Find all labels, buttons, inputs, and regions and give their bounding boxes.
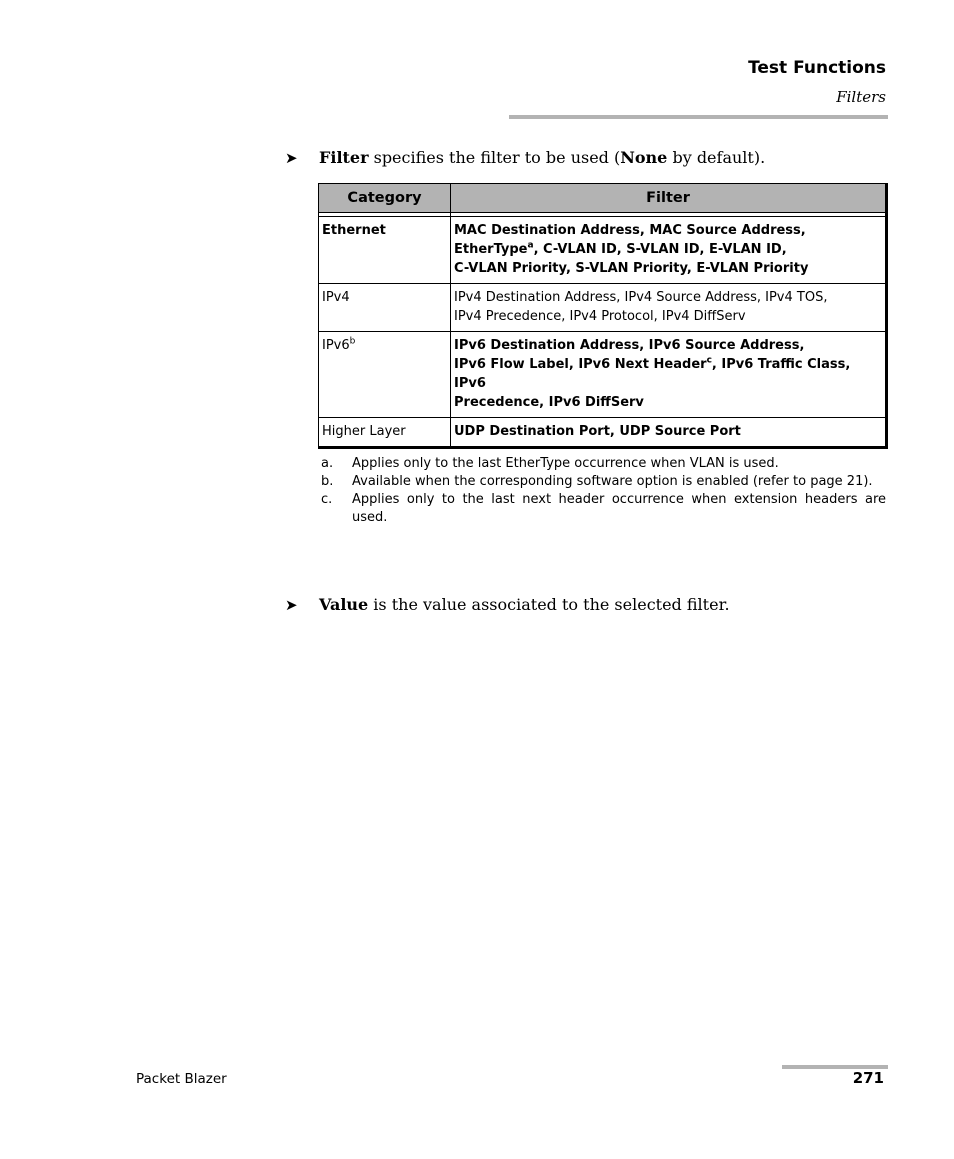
table-row: [319, 332, 887, 418]
filter-line: , C-VLAN ID, S-VLAN ID, E-VLAN ID,: [533, 242, 787, 257]
bullet-term: Filter: [319, 148, 369, 167]
header-rule: [509, 115, 888, 119]
column-header-filter: Filter: [451, 184, 887, 213]
filter-cell: [451, 284, 887, 332]
footnote: [321, 473, 886, 491]
footnote-text: Applies only to the last EtherType occurrence when VLAN is used.: [352, 456, 779, 471]
table-footnotes: [321, 455, 886, 527]
category-cell: Higher Layer: [319, 418, 451, 448]
category-label: IPv6: [322, 338, 350, 353]
table-row: [319, 284, 887, 332]
footnote-ref: a: [527, 240, 534, 251]
filter-table: [318, 183, 888, 449]
arrow-bullet-icon: ➤: [285, 149, 298, 167]
footer-product: Packet Blazer: [136, 1071, 227, 1087]
filter-line: IPv4 Destination Address, IPv4 Source Address, IPv4 TOS,: [454, 290, 828, 305]
filter-line: EtherType: [454, 242, 528, 257]
filter-line: , IPv6 Traffic Class, IPv6: [454, 357, 851, 391]
footnote-text: Available when the corresponding software option is enabled (refer to page 21).: [352, 474, 873, 489]
footnote-ref: c: [706, 355, 712, 366]
footnote-label: a.: [321, 456, 334, 471]
table-header-row: [319, 184, 887, 213]
filter-line: MAC Destination Address, MAC Source Address,: [454, 223, 806, 238]
page-number: 271: [852, 1069, 884, 1087]
category-cell: IPv4: [319, 284, 451, 332]
bullet-filter: [285, 148, 765, 167]
filter-cell: [451, 217, 887, 284]
table-row: [319, 418, 887, 448]
footnote-label: c.: [321, 492, 333, 507]
arrow-bullet-icon: ➤: [285, 596, 298, 614]
table-row: [319, 217, 887, 284]
bullet-text: by default).: [667, 148, 766, 167]
filter-line: Precedence, IPv6 DiffServ: [454, 395, 644, 410]
footnote-ref: b: [349, 336, 356, 347]
bullet-term: Value: [319, 595, 369, 614]
bullet-value: [285, 595, 730, 614]
header-subtitle: Filters: [836, 88, 886, 106]
category-cell: [319, 332, 451, 418]
filter-line: C-VLAN Priority, S-VLAN Priority, E-VLAN Priority: [454, 261, 809, 276]
column-header-category: Category: [319, 184, 451, 213]
bullet-text: is the value associated to the selected filter.: [368, 595, 730, 614]
filter-cell: [451, 332, 887, 418]
filter-line: IPv6 Destination Address, IPv6 Source Address,: [454, 338, 805, 353]
filter-line: IPv6 Flow Label, IPv6 Next Header: [454, 357, 707, 372]
filter-line: IPv4 Precedence, IPv4 Protocol, IPv4 DiffServ: [454, 309, 746, 324]
footnote: [321, 491, 886, 527]
filter-cell: [451, 418, 887, 448]
bullet-text: specifies the filter to be used (: [368, 148, 621, 167]
header-title: Test Functions: [748, 58, 886, 78]
footnote: [321, 455, 886, 473]
category-cell: Ethernet: [319, 217, 451, 284]
footnote-label: b.: [321, 474, 334, 489]
footnote-text: Applies only to the last next header occurrence when extension headers are used.: [352, 492, 886, 525]
filter-line: UDP Destination Port, UDP Source Port: [454, 424, 741, 439]
bullet-default: None: [620, 148, 668, 167]
